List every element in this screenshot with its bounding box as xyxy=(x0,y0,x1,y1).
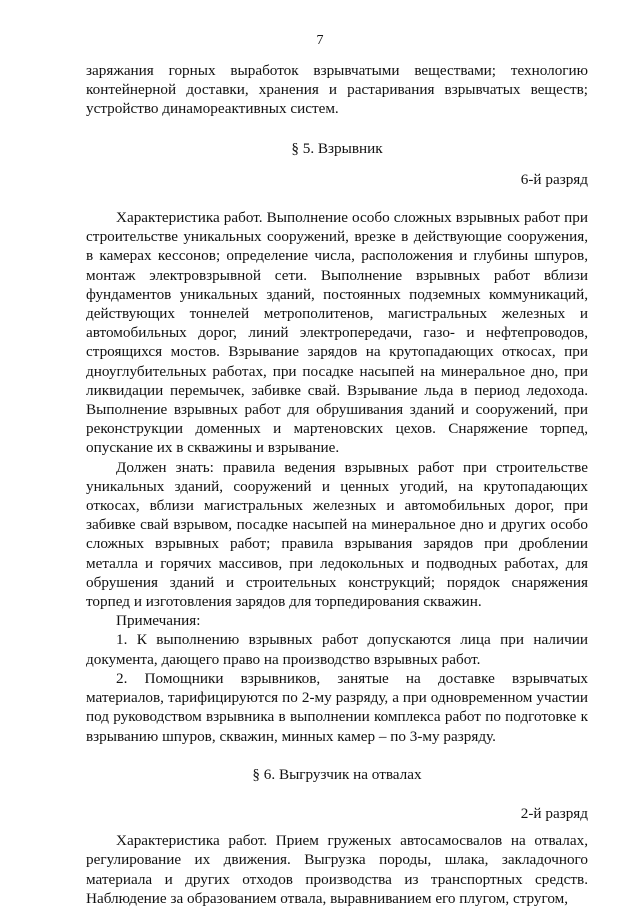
section-5-characteristic: Характеристика работ. Выполнение особо сложных взрывных работ при строительстве уникальных сооружений, врезке в действующие сооружения, в камерах кессонов; определение числа, расположения и глубины шпуров, монтаж электровзрывной сети. Выполнение взрывных работ вблизи фундаментов уникальных зданий, постоянных подземных коммуникаций, действующих тоннелей метрополитенов, магистральных железных и автомобильных дорог, линий электропередачи, газо- и нефтепроводов, строящихся мостов. Взрывание зарядов на крутопадающих откосах, при дноуглубительных работах, при посадке насыпей на минеральное дно, при ликвидации перемычек, забивке свай. Взрывание льда в период ледохода. Выполнение взрывных работ для обрушивания зданий и сооружений, при реконструкции доменных и мартеновских цехов. Снаряжение торпед, опускание их в скважины и взрывание. xyxy=(86,209,588,457)
page-number: 7 xyxy=(316,33,324,48)
section-5-notes-label: Примечания: xyxy=(116,612,201,630)
section-5-title: § 5. Взрывник xyxy=(291,139,383,157)
section-6-title: § 6. Выгрузчик на отвалах xyxy=(252,765,422,783)
section-5-note-2: 2. Помощники взрывников, занятые на доставке взрывчатых материалов, тарифицируются по 2-му разряду, а при одновременном участии под руководством взрывника в выполнении комплекса работ по подготовке к взрыванию шпуров, скважин, минных камер – по 3-му разряду. xyxy=(86,669,588,745)
section-5-must-know: Должен знать: правила ведения взрывных работ при строительстве уникальных зданий, сооружений и ценных угодий, на крутопадающих откосах, вблизи магистральных железных и автомобильных дорог, при забивке свай взрывом, посадке насыпей на минеральное дно и других особо сложных взрывных работ; правила взрывания зарядов при дроблении металла и горячих массивов, при ледокольных и подводных работах, для обрушения зданий и строительных конструкций; порядок снаряжения торпед и изготовления зарядов для торпедирования скважин. xyxy=(86,458,588,611)
section-5-note-1: 1. К выполнению взрывных работ допускаются лица при наличии документа, дающего право на производство взрывных работ. xyxy=(86,631,588,668)
page-content xyxy=(86,61,588,908)
section-6-grade: 2-й разряд xyxy=(520,804,588,822)
section-6-characteristic: Характеристика работ. Прием груженых автосамосвалов на отвалах, регулирование их движения. Выгрузка породы, шлака, закладочного материала и других отходов производства из транспортных средств. Наблюдение за образованием отвала, выравниванием его плугом, стругом, xyxy=(86,832,588,907)
section-5-grade: 6-й разряд xyxy=(520,170,588,188)
continuation-paragraph: заряжания горных выработок взрывчатыми веществами; технологию контейнерной доставки, хранения и растаривания взрывчатых веществ; устройство динамореактивных систем. xyxy=(86,62,588,118)
